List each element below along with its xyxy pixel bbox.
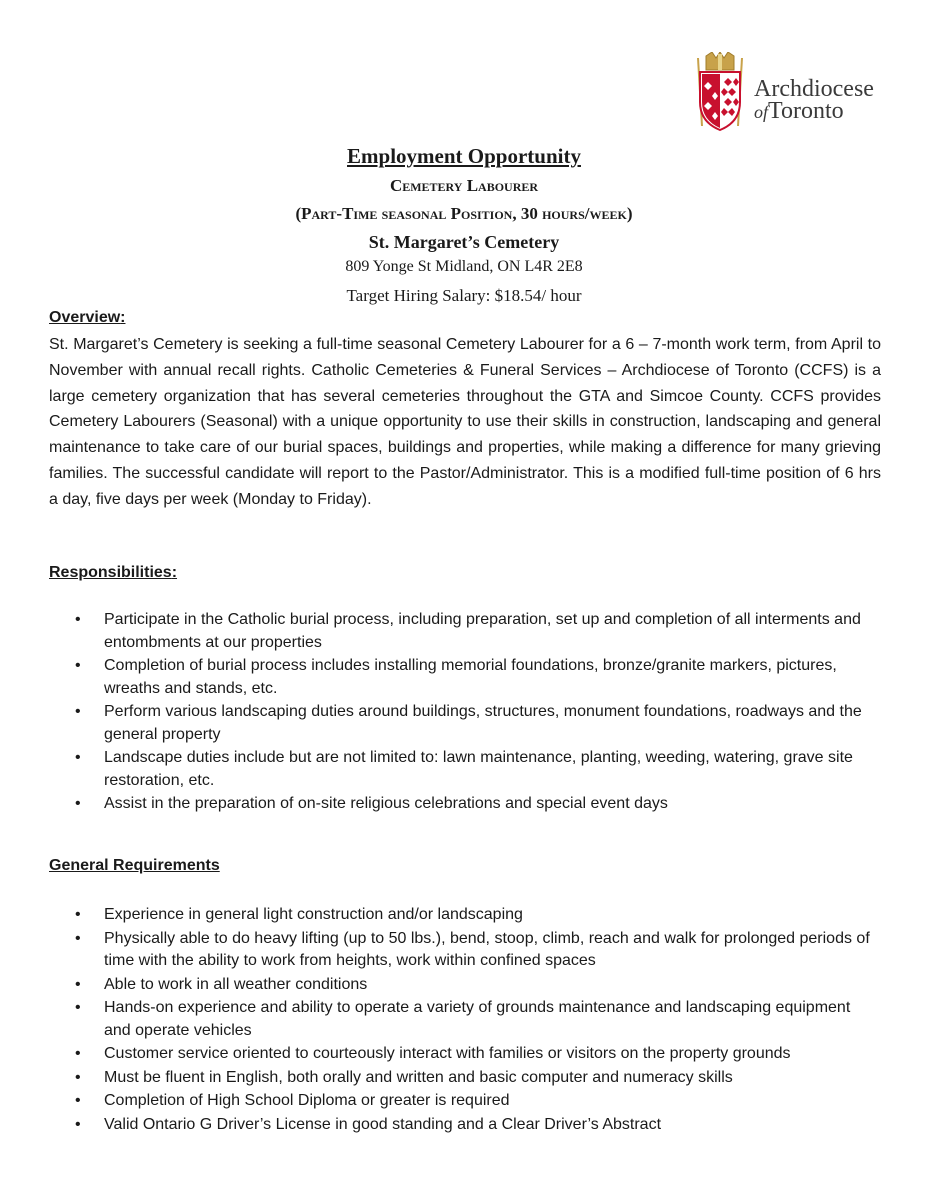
responsibilities-heading bbox=[49, 564, 177, 582]
list-item: • Experience in general light construction and/or landscaping bbox=[49, 904, 879, 927]
list-item: • Completion of burial process includes installing memorial foundations, bronze/granite markers, pictures, wreaths and stands, etc. bbox=[49, 655, 879, 700]
list-item: • Must be fluent in English, both orally and written and basic computer and numeracy skills bbox=[49, 1067, 879, 1090]
list-item: • Customer service oriented to courteously interact with families or visitors on the property grounds bbox=[49, 1043, 879, 1066]
logo-toronto: Toronto bbox=[768, 98, 844, 124]
logo-wordmark bbox=[754, 78, 874, 125]
responsibilities-label: Responsibilities bbox=[49, 564, 172, 581]
location-address: 809 Yonge St Midland, ON L4R 2E8 bbox=[345, 258, 583, 275]
list-item: • Landscape duties include but are not limited to: lawn maintenance, planting, weeding, watering, grave site restoration, etc. bbox=[49, 747, 879, 792]
list-item: • Physically able to do heavy lifting (up to 50 lbs.), bend, stoop, climb, reach and walk for prolonged periods of time with the ability to work from heights, work within confined spaces bbox=[49, 928, 879, 973]
logo-of-toronto bbox=[754, 100, 874, 125]
archdiocese-logo bbox=[692, 52, 892, 132]
list-item: • Hands-on experience and ability to operate a variety of grounds maintenance and landscaping equipment and operate vehicles bbox=[49, 997, 879, 1042]
requirements-heading bbox=[49, 857, 220, 875]
requirements-list bbox=[49, 904, 879, 1137]
list-item: • Assist in the preparation of on-site religious celebrations and special event days bbox=[49, 793, 879, 816]
responsibilities-list bbox=[49, 609, 879, 817]
overview-paragraph: St. Margaret’s Cemetery is seeking a full-time seasonal Cemetery Labourer for a 6 – 7-month work term, from April to November with annual recall rights. Catholic Cemeteries & Funeral Services – Archdiocese of Toronto (CCFS) is a large cemetery organization that has several cemeteries throughout the GTA and Simcoe County. CCFS provides Cemetery Labourers (Seasonal) with a unique opportunity to use their skills in construction, landscaping and general maintenance to take care of our burial spaces, buildings and properties, while making a difference for many grieving families. The successful candidate will report to the Pastor/Administrator. This is a modified full-time position of 6 hrs a day, five days per week (Monday to Friday). bbox=[49, 336, 881, 508]
location-name: St. Margaret’s Cemetery bbox=[368, 232, 560, 252]
position-type: (Part-Time seasonal Position, 30 hours/week) bbox=[295, 204, 633, 223]
page-title: Employment Opportunity bbox=[347, 144, 581, 168]
responsibilities-colon: : bbox=[171, 564, 178, 581]
coat-of-arms-icon bbox=[692, 52, 748, 132]
overview-heading bbox=[49, 309, 125, 327]
logo-of: of bbox=[754, 102, 769, 122]
requirements-label: General Requirements bbox=[49, 857, 220, 874]
logo-archdiocese: Archdiocese bbox=[754, 76, 874, 102]
overview-colon: : bbox=[120, 309, 126, 326]
overview-label: Overview bbox=[49, 309, 121, 326]
position-title: Cemetery Labourer bbox=[389, 176, 539, 195]
list-item: • Participate in the Catholic burial process, including preparation, set up and completion of all interments and entombments at our properties bbox=[49, 609, 879, 654]
salary-line: Target Hiring Salary: $18.54/ hour bbox=[346, 286, 582, 305]
list-item: • Valid Ontario G Driver’s License in good standing and a Clear Driver’s Abstract bbox=[49, 1114, 879, 1137]
list-item: • Perform various landscaping duties around buildings, structures, monument foundations, roadways and the general property bbox=[49, 701, 879, 746]
list-item: • Able to work in all weather conditions bbox=[49, 974, 879, 997]
list-item: • Completion of High School Diploma or greater is required bbox=[49, 1090, 879, 1113]
